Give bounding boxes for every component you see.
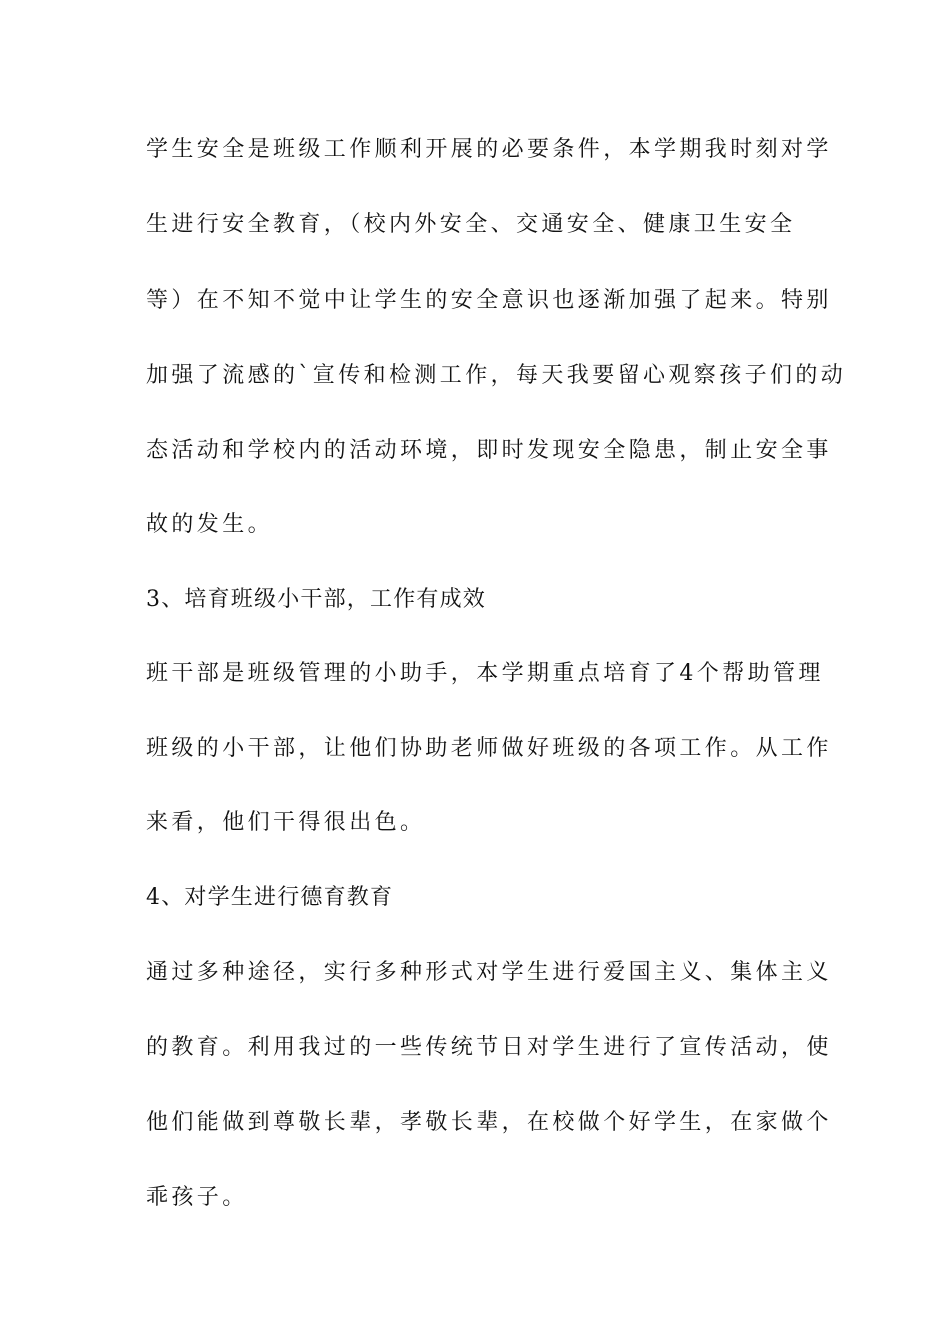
paragraph-line: 加强了流感的`宣传和检测工作，每天我要留心观察孩子们的动 — [146, 363, 847, 388]
section-heading: 3、培育班级小干部，工作有成效 — [146, 587, 486, 612]
paragraph-line: 故的发生。 — [146, 512, 274, 537]
paragraph-line: 他们能做到尊敬长辈，孝敬长辈，在校做个好学生，在家做个 — [146, 1110, 832, 1135]
paragraph-line: 班干部是班级管理的小助手，本学期重点培育了4个帮助管理 — [146, 661, 824, 686]
paragraph-line: 班级的小干部，让他们协助老师做好班级的各项工作。从工作 — [146, 736, 832, 761]
paragraph-line: 学生安全是班级工作顺利开展的必要条件，本学期我时刻对学 — [146, 137, 832, 162]
paragraph-line: 通过多种途径，实行多种形式对学生进行爱国主义、集体主义 — [146, 960, 832, 985]
paragraph-line: 来看，他们干得很出色。 — [146, 810, 426, 835]
paragraph-line: 乖孩子。 — [146, 1185, 248, 1210]
paragraph-line: 态活动和学校内的活动环境，即时发现安全隐患，制止安全事 — [146, 438, 832, 463]
paragraph-line: 等）在不知不觉中让学生的安全意识也逐渐加强了起来。特别 — [146, 288, 832, 313]
section-heading: 4、对学生进行德育教育 — [146, 885, 394, 910]
paragraph-line: 的教育。利用我过的一些传统节日对学生进行了宣传活动，使 — [146, 1035, 832, 1060]
paragraph-line: 生进行安全教育，（校内外安全、交通安全、健康卫生安全 — [146, 212, 796, 237]
